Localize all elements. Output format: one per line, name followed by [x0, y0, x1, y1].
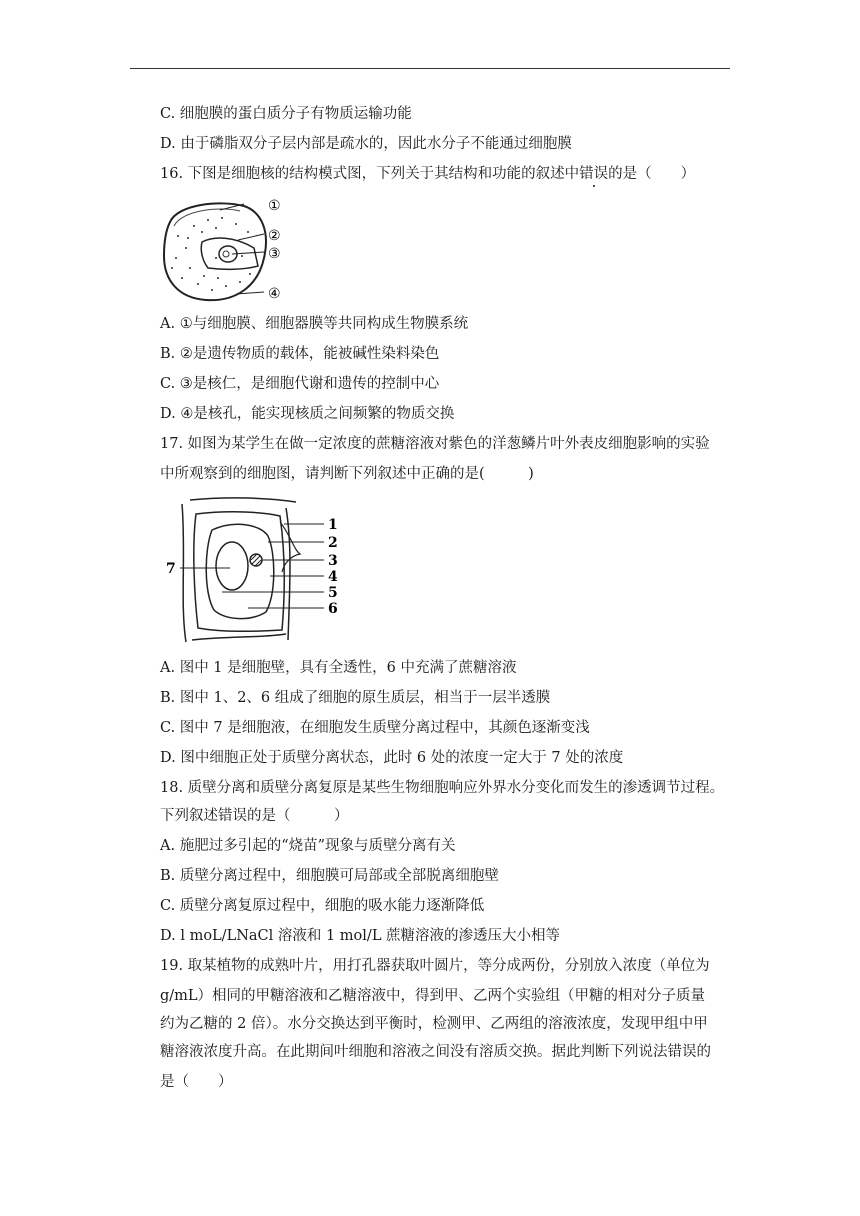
header-rule	[130, 68, 730, 69]
label-1: 1	[328, 517, 338, 533]
label-5: 5	[328, 585, 338, 601]
q16-stem	[160, 164, 695, 184]
label-2: ②	[268, 228, 281, 244]
q16-stem-end: 的是（ ）	[608, 166, 696, 182]
q17-stem-line1: 17. 如图为某学生在做一定浓度的蔗糖溶液对紫色的洋葱鳞片叶外表皮细胞影响的实验	[160, 436, 710, 452]
q19-stem-line4: 糖溶液浓度升高。在此期间叶细胞和溶液之间没有溶质交换。据此判断下列说法错误的	[160, 1044, 711, 1060]
label-1: ①	[268, 198, 281, 214]
q18-option-c: C. 质壁分离复原过程中，细胞的吸水能力逐渐降低	[160, 898, 485, 914]
q18-option-a: A. 施肥过多引起的“烧苗”现象与质壁分离有关	[160, 838, 456, 854]
q19-stem-line3: 约为乙糖的 2 倍）。水分交换达到平衡时，检测甲、乙两组的溶液浓度，发现甲组中甲	[160, 1016, 708, 1032]
label-3: 3	[328, 553, 338, 569]
q18-option-d: D. l moL/LNaCl 溶液和 1 mol/L 蔗糖溶液的渗透压大小相等	[160, 928, 561, 944]
q19-stem-line1: 19. 取某植物的成熟叶片，用打孔器获取叶圆片，等分成两份，分别放入浓度（单位为	[160, 958, 710, 974]
q17-option-b: B. 图中 1、2、6 组成了细胞的原生质层，相当于一层半透膜	[160, 690, 551, 706]
q16-option-b: B. ②是遗传物质的载体，能被碱性染料染色	[160, 346, 440, 362]
label-4: ④	[268, 286, 281, 302]
label-2: 2	[328, 535, 338, 551]
plasmolysis-cell-diagram	[160, 494, 360, 644]
q18-stem-line1: 18. 质壁分离和质壁分离复原是某些生物细胞响应外界水分变化而发生的渗透调节过程。	[160, 780, 725, 796]
q17-option-d: D. 图中细胞正处于质壁分离状态，此时 6 处的浓度一定大于 7 处的浓度	[160, 750, 624, 766]
q17-option-a: A. 图中 1 是细胞壁，具有全透性，6 中充满了蔗糖溶液	[160, 660, 517, 676]
q19-stem-line2: g/mL）相同的甲糖溶液和乙糖溶液中，得到甲、乙两个实验组（甲糖的相对分子质量	[160, 988, 706, 1004]
label-3: ③	[268, 246, 281, 262]
q15-option-d: D. 由于磷脂双分子层内部是疏水的，因此水分子不能通过细胞膜	[160, 136, 572, 152]
q18-option-b: B. 质壁分离过程中，细胞膜可局部或全部脱离细胞壁	[160, 868, 499, 884]
q16-option-a: A. ①与细胞膜、细胞器膜等共同构成生物膜系统	[160, 316, 469, 332]
q16-stem-emphasis: 错误	[579, 166, 609, 182]
nucleus-diagram	[158, 196, 298, 308]
q16-option-c: C. ③是核仁，是细胞代谢和遗传的控制中心	[160, 376, 440, 392]
q17-option-c: C. 图中 7 是细胞液，在细胞发生质壁分离过程中，其颜色逐渐变浅	[160, 720, 590, 736]
label-7: 7	[166, 561, 176, 577]
q16-option-d: D. ④是核孔，能实现核质之间频繁的物质交换	[160, 406, 455, 422]
q18-stem-line2: 下列叙述错误的是（ ）	[160, 808, 349, 824]
q17-stem-line2: 中所观察到的细胞图，请判断下列叙述中正确的是( )	[160, 466, 534, 482]
label-4: 4	[328, 569, 338, 585]
q16-stem-start: 16. 下图是细胞核的结构模式图，下列关于其结构和功能的叙述中	[160, 166, 580, 182]
q19-stem-line5: 是（ ）	[160, 1074, 233, 1090]
label-6: 6	[328, 601, 338, 617]
q15-option-c: C. 细胞膜的蛋白质分子有物质运输功能	[160, 106, 412, 122]
